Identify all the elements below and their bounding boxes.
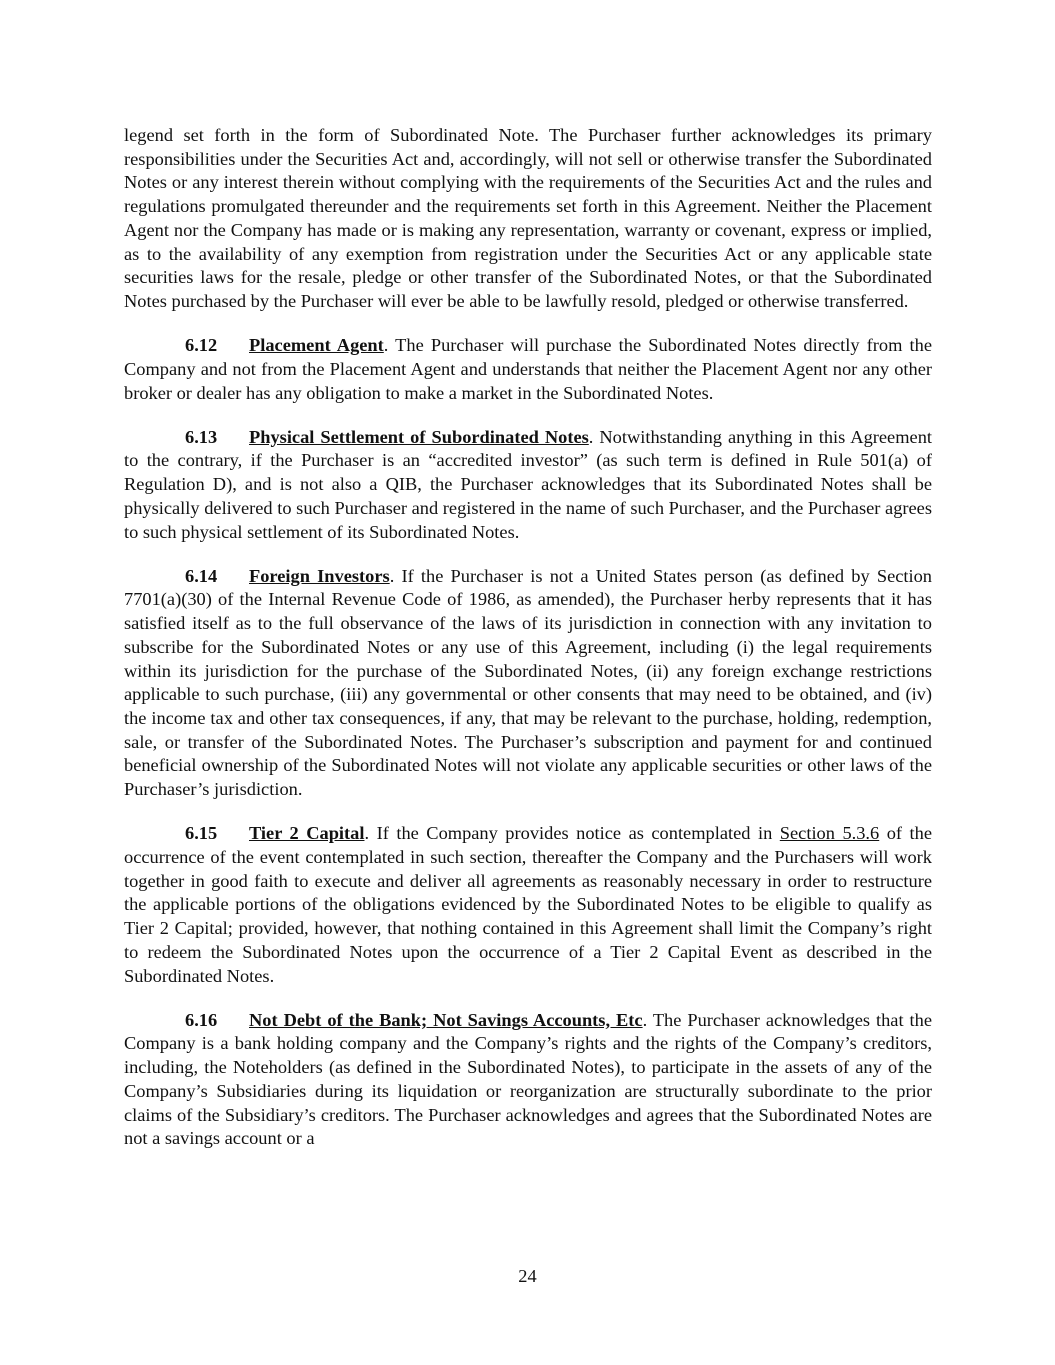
section-number: 6.12 <box>185 335 218 356</box>
section-reference: Section 5.3.6 <box>779 823 880 844</box>
section-heading: Not Debt of the Bank; Not Savings Accounts, Etc <box>249 1009 643 1030</box>
section-heading: Tier 2 Capital <box>249 823 365 844</box>
section-body: . The Purchaser acknowledges that the Company is a bank holding company and the Company’s rights and the rights of the Company’s creditors, including, the Noteholders (as defined in the Subordinated Notes), to participate in the assets of any of the Company’s Subsidiaries during its liquidation or reorganization are structurally subordinate to the prior claims of the Subsidiary’s creditors. The Purchaser acknowledges and agrees that the Subordinated Notes are not a savings account or a <box>124 1009 933 1149</box>
section-6-12 <box>124 334 932 405</box>
section-body: . The Purchaser will purchase the Subordinated Notes directly from the Company and not from the Placement Agent and understands that neither the Placement Agent nor any other broker or dealer has any obligation to make a market in the Subordinated Notes. <box>124 335 932 403</box>
section-heading: Foreign Investors <box>249 565 390 586</box>
section-number: 6.16 <box>185 1009 218 1030</box>
section-6-14 <box>124 565 932 802</box>
section-number: 6.14 <box>185 565 218 586</box>
section-6-13 <box>124 426 932 545</box>
page-number: 24 <box>518 1266 537 1286</box>
section-body-lead: . If the Company provides notice as contemplated in <box>364 823 780 844</box>
section-number: 6.15 <box>185 823 218 844</box>
document-page <box>124 124 932 1151</box>
section-body: of the occurrence of the event contemplated in such section, thereafter the Company and the Purchasers will work together in good faith to execute and deliver all agreements as reasonably necessary in order to restructure the applicable portions of the obligations evidenced by the Subordinated Notes to be eligible to qualify as Tier 2 Capital; provided, however, that nothing contained in this Agreement shall limit the Company’s right to redeem the Subordinated Notes upon the occurrence of a Tier 2 Capital Event as described in the Subordinated Notes. <box>124 823 933 986</box>
section-body: . Notwithstanding anything in this Agreement to the contrary, if the Purchaser is an “accredited investor” (as such term is defined in Rule 501(a) of Regulation D), and is not also a QIB, the Purchaser acknowledges that its Subordinated Notes shall be physically delivered to such Purchaser and registered in the name of such Purchaser, and the Purchaser agrees to such physical settlement of its Subordinated Notes. <box>124 426 932 542</box>
section-body: . If the Purchaser is not a United States person (as defined by Section 7701(a)(30) of the Internal Revenue Code of 1986, as amended), the Purchaser herby represents that it has satisfied itself as to the full observance of the laws of its jurisdiction in connection with any invitation to subscribe for the Subordinated Notes or any use of this Agreement, including (i) the legal requirements within its jurisdiction for the purchase of the Subordinated Notes, (ii) any foreign exchange restrictions applicable to such purchase, (iii) any governmental or other consents that may need to be obtained, and (iv) the income tax and other tax consequences, if any, that may be relevant to the purchase, holding, redemption, sale, or transfer of the Subordinated Notes. The Purchaser’s subscription and payment for and continued beneficial ownership of the Subordinated Notes will not violate any applicable securities or other laws of the Purchaser’s jurisdiction. <box>124 565 932 800</box>
section-6-16 <box>124 1009 932 1151</box>
section-heading: Placement Agent <box>249 335 384 356</box>
intro-paragraph: legend set forth in the form of Subordinated Note. The Purchaser further acknowledges its primary responsibilities under the Securities Act and, accordingly, will not sell or otherwise transfer the Subordinated Notes or any interest therein without complying with the requirements of the Securities Act and the rules and regulations promulgated thereunder and the requirements set forth in this Agreement. Neither the Placement Agent nor the Company has made or is making any representation, warranty or covenant, express or implied, as to the availability of any exemption from registration under the Securities Act or any applicable state securities laws for the resale, pledge or other transfer of the Subordinated Notes, or that the Subordinated Notes purchased by the Purchaser will ever be able to be lawfully resold, pledged or otherwise transferred. <box>124 125 932 311</box>
section-number: 6.13 <box>185 426 218 447</box>
section-6-15 <box>124 822 932 988</box>
section-heading: Physical Settlement of Subordinated Notes <box>249 426 589 447</box>
